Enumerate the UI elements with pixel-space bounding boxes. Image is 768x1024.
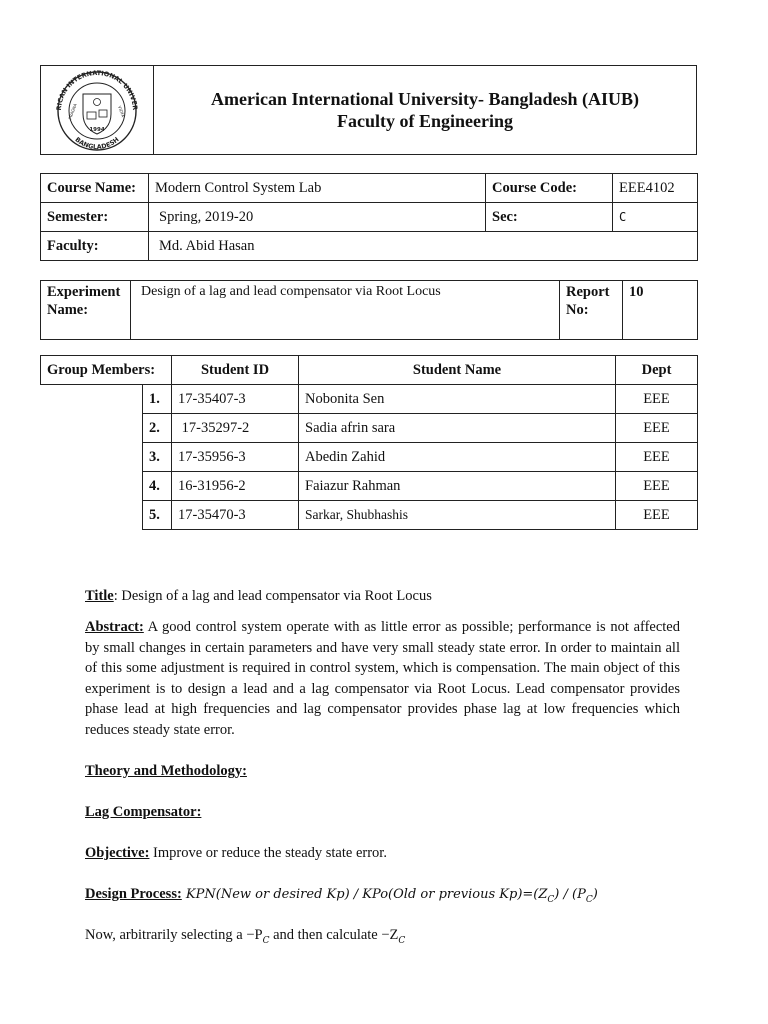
table-row (143, 414, 698, 443)
member-num: 4. (143, 472, 172, 501)
faculty-row (41, 232, 698, 261)
semester-row (41, 203, 698, 232)
member-num: 5. (143, 501, 172, 530)
faculty-label: Faculty: (41, 232, 149, 261)
members-header-name: Student Name (299, 356, 616, 385)
course-row (41, 174, 698, 203)
objective-line (85, 843, 680, 864)
course-name-label: Course Name: (41, 174, 149, 203)
objective-label: Objective: (85, 845, 150, 861)
member-num: 3. (143, 443, 172, 472)
members-list (142, 384, 698, 530)
svg-text:BANGLADESH: BANGLADESH (73, 135, 121, 152)
member-dept: EEE (616, 501, 698, 530)
member-id: 17-35297-2 (172, 414, 299, 443)
table-row (143, 501, 698, 530)
member-dept: EEE (616, 472, 698, 501)
members-header-id: Student ID (172, 356, 299, 385)
experiment-row (41, 281, 698, 340)
members-header-group: Group Members: (41, 356, 172, 385)
member-num: 1. (143, 385, 172, 414)
report-title-line (85, 586, 680, 607)
sec-label: Sec: (486, 203, 613, 232)
now-selecting-line: Now, arbitrarily selecting $a -P_C$ and then calculate $-Z_C$ (85, 927, 406, 946)
title-text: : Design of a lag and lead compensator via Root Locus (113, 588, 432, 604)
header-title (154, 88, 696, 132)
university-logo (47, 70, 147, 152)
member-dept: EEE (616, 414, 698, 443)
abstract-label: Abstract: (85, 619, 144, 635)
design-label: Design Process: (85, 886, 182, 902)
member-name: Sadia afrin sara (299, 414, 616, 443)
design-formula: KPN(New or desired Kp) / KPo(Old or previous Kp)=(Z (181, 887, 548, 902)
experiment-name-value: Design of a lag and lead compensator via Root Locus (131, 281, 560, 340)
abstract-text: A good control system operate with as little error as possible; performance is not affected by small changes in certain parameters and have very small steady state error. In order to maintain all of this some adjustment is required in control system, which is compensation. The main object of this experiment is to design a lead and a lag compensator via Root Locus. Lead compensator provides phase lead at high frequencies and lag compensator provides phase lag at low frequencies which reduces steady state error. (85, 619, 680, 738)
svg-text:VIDYA: VIDYA (117, 105, 126, 118)
university-name: American International University- Bangladesh (AIUB) (211, 89, 639, 109)
header-box (40, 65, 697, 155)
member-name: Faiazur Rahman (299, 472, 616, 501)
course-code-label: Course Code: (486, 174, 613, 203)
title-label: Title (85, 588, 114, 604)
course-code-value: EEE4102 (613, 174, 698, 203)
members-header-dept: Dept (616, 356, 698, 385)
objective-text: Improve or reduce the steady state error. (149, 845, 387, 861)
member-id: 17-35956-3 (172, 443, 299, 472)
members-header-row (41, 356, 698, 385)
member-dept: EEE (616, 443, 698, 472)
faculty-name: Faculty of Engineering (337, 111, 513, 131)
course-name-value: Modern Control System Lab (149, 174, 486, 203)
member-id: 17-35470-3 (172, 501, 299, 530)
faculty-value: Md. Abid Hasan (149, 232, 698, 261)
experiment-name-label: Experiment Name: (41, 281, 131, 340)
table-row (143, 472, 698, 501)
member-name: Sarkar, Shubhashis (299, 501, 616, 530)
experiment-table (40, 280, 698, 340)
member-dept: EEE (616, 385, 698, 414)
member-name: Nobonita Sen (299, 385, 616, 414)
course-info-table (40, 173, 698, 261)
member-id: 17-35407-3 (172, 385, 299, 414)
semester-value: Spring, 2019-20 (149, 203, 486, 232)
theory-heading: Theory and Methodology: (85, 763, 247, 779)
table-row (143, 443, 698, 472)
now-text: Now, arbitrarily selecting a −P (85, 927, 263, 943)
report-no-label: Report No: (560, 281, 623, 340)
svg-text:PRAGNA: PRAGNA (67, 102, 78, 121)
table-row (143, 385, 698, 414)
member-id: 16-31956-2 (172, 472, 299, 501)
lag-compensator-heading: Lag Compensator: (85, 804, 202, 820)
design-process-line: Design Process: KPN(New or desired Kp) / KPo(Old or previous $Kp)=(Z_C) / (P_C)$ (85, 886, 598, 905)
members-table (40, 355, 698, 385)
abstract-paragraph (85, 617, 680, 740)
svg-text:AMERICAN INTERNATIONAL UNIVERS: RICAN INTERNATIONAL UNIVER (54, 70, 140, 111)
member-name: Abedin Zahid (299, 443, 616, 472)
semester-label: Semester: (41, 203, 149, 232)
member-num: 2. (143, 414, 172, 443)
sec-value: C (613, 203, 698, 232)
report-no-value: 10 (623, 281, 698, 340)
svg-text:1994: 1994 (89, 127, 105, 133)
